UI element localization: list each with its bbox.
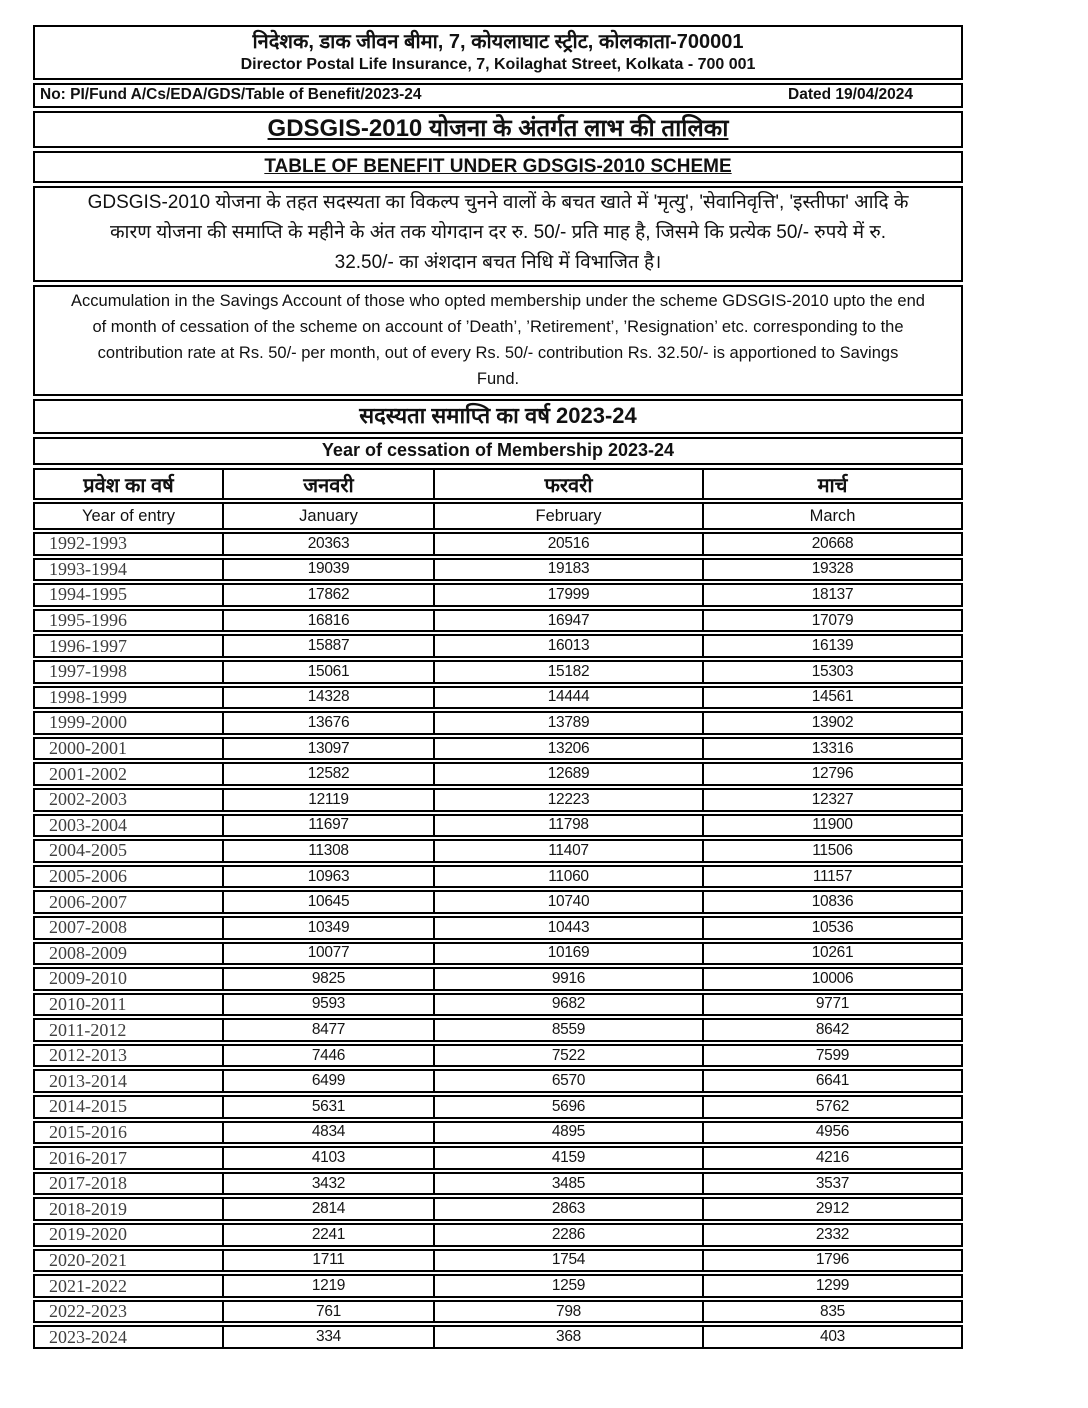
scheme-description-english xyxy=(33,285,963,396)
january-value-cell: 11308 xyxy=(224,841,435,861)
january-value-cell: 3432 xyxy=(224,1174,435,1194)
march-value-cell: 10006 xyxy=(811,969,854,987)
paragraph-line: 32.50/- का अंशदान बचत निधि में विभाजित है। xyxy=(334,252,662,273)
january-value-cell: 12582 xyxy=(224,764,435,784)
year-of-entry-cell: 2001-2002 xyxy=(35,764,224,784)
column-header-march-hindi: मार्च xyxy=(817,474,848,497)
table-row xyxy=(33,1197,963,1221)
february-value-cell: 19183 xyxy=(435,560,704,580)
paragraph-line: GDSGIS-2010 योजना के तहत सदस्यता का विकल्प चुनने वालों के बचत खाते में 'मृत्यु', 'सेवानिवृत्ति', 'इस्तीफा' आदि के xyxy=(87,192,909,213)
february-value-cell: 13789 xyxy=(435,713,704,733)
january-value-cell: 17862 xyxy=(224,585,435,605)
march-value-cell: 9771 xyxy=(815,995,850,1013)
table-row xyxy=(33,1172,963,1196)
year-of-entry-cell: 2015-2016 xyxy=(35,1123,224,1143)
february-value-cell: 2286 xyxy=(435,1225,704,1245)
march-value-cell: 19328 xyxy=(811,560,854,578)
year-of-entry-cell: 2006-2007 xyxy=(35,892,224,912)
section-title-english xyxy=(33,437,963,465)
january-value-cell: 10349 xyxy=(224,918,435,938)
letterhead-box xyxy=(33,25,963,80)
january-value-cell: 4103 xyxy=(224,1148,435,1168)
march-value-cell: 8642 xyxy=(815,1021,850,1039)
reference-number: No: PI/Fund A/Cs/EDA/GDS/Table of Benefit/2023-24 xyxy=(40,86,422,103)
february-value-cell: 11798 xyxy=(435,816,704,836)
march-value-cell: 2912 xyxy=(815,1200,850,1218)
column-header-january-english: January xyxy=(224,504,435,528)
january-value-cell: 14328 xyxy=(224,688,435,708)
year-of-entry-cell: 2011-2012 xyxy=(35,1020,224,1040)
column-header-january-hindi: जनवरी xyxy=(224,470,435,498)
january-value-cell: 8477 xyxy=(224,1020,435,1040)
reference-bar xyxy=(33,83,963,108)
document xyxy=(33,25,963,1351)
january-value-cell: 2241 xyxy=(224,1225,435,1245)
column-header-march-english: March xyxy=(809,506,856,525)
january-value-cell: 10963 xyxy=(224,867,435,887)
paragraph-line: of month of cessation of the scheme on account of ’Death’, ’Retirement’, ’Resignation’ etc. corresponding to the xyxy=(92,318,904,336)
column-header-year-hindi: प्रवेश का वर्ष xyxy=(35,470,224,498)
january-value-cell: 16816 xyxy=(224,611,435,631)
january-value-cell: 9825 xyxy=(224,969,435,989)
year-of-entry-cell: 2019-2020 xyxy=(35,1225,224,1245)
january-value-cell: 12119 xyxy=(224,790,435,810)
table-row xyxy=(33,634,963,658)
year-of-entry-cell: 2007-2008 xyxy=(35,918,224,938)
paragraph-line: Fund. xyxy=(476,370,520,388)
year-of-entry-cell: 1994-1995 xyxy=(35,585,224,605)
march-value-cell: 4956 xyxy=(815,1123,850,1141)
march-value-cell: 11506 xyxy=(812,841,853,859)
table-row xyxy=(33,737,963,761)
section-title-hindi xyxy=(33,399,963,434)
table-row xyxy=(33,865,963,889)
table-row xyxy=(33,1223,963,1247)
march-value-cell: 7599 xyxy=(815,1046,850,1064)
february-value-cell: 10740 xyxy=(435,892,704,912)
table-row xyxy=(33,686,963,710)
march-value-cell: 10836 xyxy=(811,893,854,911)
february-value-cell: 798 xyxy=(435,1302,704,1322)
table-row xyxy=(33,942,963,966)
march-value-cell: 3537 xyxy=(815,1174,850,1192)
february-value-cell: 17999 xyxy=(435,585,704,605)
february-value-cell: 1754 xyxy=(435,1251,704,1271)
table-row xyxy=(33,1300,963,1324)
column-header-year-english: Year of entry xyxy=(35,504,224,528)
document-title-hindi xyxy=(33,111,963,148)
march-value-cell: 4216 xyxy=(815,1149,850,1167)
year-of-entry-cell: 1996-1997 xyxy=(35,636,224,656)
table-row xyxy=(33,1069,963,1093)
section-title-english-text: Year of cessation of Membership 2023-24 xyxy=(321,440,675,460)
year-of-entry-cell: 2020-2021 xyxy=(35,1251,224,1271)
february-value-cell: 16947 xyxy=(435,611,704,631)
march-value-cell: 1796 xyxy=(815,1251,850,1269)
year-of-entry-cell: 2022-2023 xyxy=(35,1302,224,1322)
march-value-cell: 18137 xyxy=(811,585,854,603)
february-value-cell: 13206 xyxy=(435,739,704,759)
january-value-cell: 5631 xyxy=(224,1097,435,1117)
table-row xyxy=(33,1146,963,1170)
year-of-entry-cell: 2010-2011 xyxy=(35,995,224,1015)
february-value-cell: 6570 xyxy=(435,1071,704,1091)
column-header-february-hindi: फरवरी xyxy=(435,470,704,498)
march-value-cell: 17079 xyxy=(811,611,854,629)
march-value-cell: 20668 xyxy=(811,534,854,552)
table-row xyxy=(33,1249,963,1273)
table-row xyxy=(33,711,963,735)
table-row xyxy=(33,532,963,556)
table-row xyxy=(33,1095,963,1119)
january-value-cell: 1711 xyxy=(224,1251,435,1271)
table-row xyxy=(33,916,963,940)
february-value-cell: 11060 xyxy=(435,867,704,887)
january-value-cell: 9593 xyxy=(224,995,435,1015)
year-of-entry-cell: 2012-2013 xyxy=(35,1046,224,1066)
year-of-entry-cell: 2003-2004 xyxy=(35,816,224,836)
january-value-cell: 11697 xyxy=(224,816,435,836)
march-value-cell: 10536 xyxy=(811,918,854,936)
january-value-cell: 7446 xyxy=(224,1046,435,1066)
january-value-cell: 1219 xyxy=(224,1276,435,1296)
letterhead-line-english: Director Postal Life Insurance, 7, Koilaghat Street, Kolkata - 700 001 xyxy=(240,56,756,73)
table-header-row-english xyxy=(33,502,963,530)
year-of-entry-cell: 2008-2009 xyxy=(35,944,224,964)
table-row xyxy=(33,967,963,991)
reference-date: Dated 19/04/2024 xyxy=(788,86,913,103)
table-row xyxy=(33,839,963,863)
february-value-cell: 3485 xyxy=(435,1174,704,1194)
march-value-cell: 13902 xyxy=(811,713,854,731)
march-value-cell: 14561 xyxy=(811,688,854,706)
year-of-entry-cell: 1993-1994 xyxy=(35,560,224,580)
year-of-entry-cell: 2014-2015 xyxy=(35,1097,224,1117)
february-value-cell: 10443 xyxy=(435,918,704,938)
paragraph-line: Accumulation in the Savings Account of those who opted membership under the scheme GDSGIS-2010 upto the end xyxy=(71,292,925,310)
january-value-cell: 13676 xyxy=(224,713,435,733)
february-value-cell: 5696 xyxy=(435,1097,704,1117)
section-title-hindi-text: सदस्यता समाप्ति का वर्ष 2023-24 xyxy=(359,403,637,428)
february-value-cell: 10169 xyxy=(435,944,704,964)
february-value-cell: 14444 xyxy=(435,688,704,708)
march-value-cell: 1299 xyxy=(815,1277,850,1295)
year-of-entry-cell: 2013-2014 xyxy=(35,1071,224,1091)
february-value-cell: 8559 xyxy=(435,1020,704,1040)
january-value-cell: 334 xyxy=(224,1327,435,1347)
january-value-cell: 19039 xyxy=(224,560,435,580)
march-value-cell: 12796 xyxy=(811,765,854,783)
february-value-cell: 9916 xyxy=(435,969,704,989)
march-value-cell: 11157 xyxy=(812,867,853,885)
february-value-cell: 12223 xyxy=(435,790,704,810)
year-of-entry-cell: 2009-2010 xyxy=(35,969,224,989)
table-row xyxy=(33,609,963,633)
year-of-entry-cell: 2005-2006 xyxy=(35,867,224,887)
march-value-cell: 403 xyxy=(820,1328,845,1346)
february-value-cell: 15182 xyxy=(435,662,704,682)
january-value-cell: 10077 xyxy=(224,944,435,964)
march-value-cell: 6641 xyxy=(815,1072,850,1090)
march-value-cell: 10261 xyxy=(811,944,854,962)
benefit-table-body xyxy=(33,532,963,1349)
year-of-entry-cell: 2018-2019 xyxy=(35,1199,224,1219)
january-value-cell: 2814 xyxy=(224,1199,435,1219)
table-row xyxy=(33,1044,963,1068)
march-value-cell: 5762 xyxy=(815,1097,850,1115)
march-value-cell: 12327 xyxy=(811,790,854,808)
year-of-entry-cell: 2002-2003 xyxy=(35,790,224,810)
year-of-entry-cell: 1992-1993 xyxy=(35,534,224,554)
document-title-english xyxy=(33,151,963,183)
february-value-cell: 4159 xyxy=(435,1148,704,1168)
march-value-cell: 15303 xyxy=(811,662,854,680)
march-value-cell: 13316 xyxy=(811,739,854,757)
year-of-entry-cell: 2004-2005 xyxy=(35,841,224,861)
year-of-entry-cell: 2016-2017 xyxy=(35,1148,224,1168)
column-header-february-english: February xyxy=(435,504,704,528)
letterhead-line-hindi: निदेशक, डाक जीवन बीमा, 7, कोयलाघाट स्ट्रीट, कोलकाता-700001 xyxy=(252,31,744,53)
february-value-cell: 2863 xyxy=(435,1199,704,1219)
scheme-description-hindi xyxy=(33,186,963,282)
table-row xyxy=(33,660,963,684)
february-value-cell: 4895 xyxy=(435,1123,704,1143)
year-of-entry-cell: 2021-2022 xyxy=(35,1276,224,1296)
march-value-cell: 835 xyxy=(820,1302,845,1320)
march-value-cell: 16139 xyxy=(811,637,854,655)
january-value-cell: 15887 xyxy=(224,636,435,656)
february-value-cell: 16013 xyxy=(435,636,704,656)
year-of-entry-cell: 2017-2018 xyxy=(35,1174,224,1194)
table-row xyxy=(33,1018,963,1042)
january-value-cell: 20363 xyxy=(224,534,435,554)
table-row xyxy=(33,583,963,607)
january-value-cell: 761 xyxy=(224,1302,435,1322)
table-row xyxy=(33,890,963,914)
table-header-row-hindi xyxy=(33,468,963,500)
year-of-entry-cell: 2000-2001 xyxy=(35,739,224,759)
year-of-entry-cell: 2023-2024 xyxy=(35,1327,224,1347)
table-row xyxy=(33,993,963,1017)
january-value-cell: 13097 xyxy=(224,739,435,759)
table-row xyxy=(33,762,963,786)
document-title-english-text: TABLE OF BENEFIT UNDER GDSGIS-2010 SCHEME xyxy=(264,156,732,177)
february-value-cell: 368 xyxy=(435,1327,704,1347)
year-of-entry-cell: 1995-1996 xyxy=(35,611,224,631)
january-value-cell: 10645 xyxy=(224,892,435,912)
march-value-cell: 2332 xyxy=(815,1225,850,1243)
table-row xyxy=(33,558,963,582)
paragraph-line: कारण योजना की समाप्ति के महीने के अंत तक योगदान दर रु. 50/- प्रति माह है, जिसमे कि प्रत्येक 50/- रुपये में रु. xyxy=(109,222,887,243)
february-value-cell: 9682 xyxy=(435,995,704,1015)
february-value-cell: 7522 xyxy=(435,1046,704,1066)
year-of-entry-cell: 1998-1999 xyxy=(35,688,224,708)
table-row xyxy=(33,814,963,838)
table-row xyxy=(33,1274,963,1298)
february-value-cell: 11407 xyxy=(435,841,704,861)
january-value-cell: 15061 xyxy=(224,662,435,682)
paragraph-line: contribution rate at Rs. 50/- per month, out of every Rs. 50/- contribution Rs. 32.50/- is apportioned to Savings xyxy=(97,344,899,362)
year-of-entry-cell: 1997-1998 xyxy=(35,662,224,682)
february-value-cell: 20516 xyxy=(435,534,704,554)
benefit-table xyxy=(33,468,963,1349)
january-value-cell: 4834 xyxy=(224,1123,435,1143)
february-value-cell: 12689 xyxy=(435,764,704,784)
document-title-hindi-text: GDSGIS-2010 योजना के अंतर्गत लाभ की तालिका xyxy=(267,115,729,142)
february-value-cell: 1259 xyxy=(435,1276,704,1296)
table-row xyxy=(33,788,963,812)
table-row xyxy=(33,1121,963,1145)
january-value-cell: 6499 xyxy=(224,1071,435,1091)
march-value-cell: 11900 xyxy=(812,816,853,834)
table-row xyxy=(33,1325,963,1349)
year-of-entry-cell: 1999-2000 xyxy=(35,713,224,733)
